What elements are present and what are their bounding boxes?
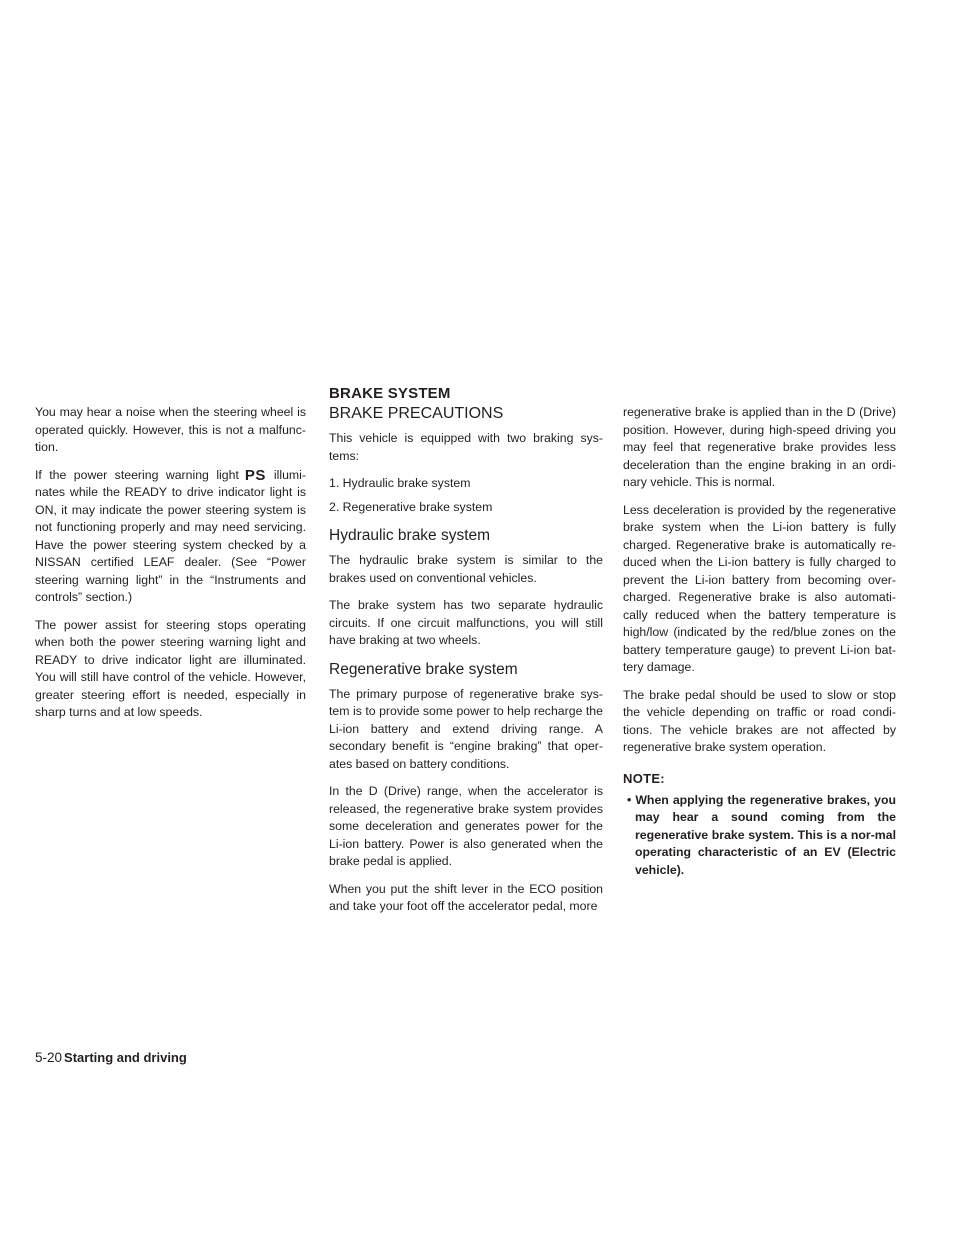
left-column [35,404,306,732]
note-item: • When applying the regenerative brakes, you may hear a sound coming from the regenerative brake system. This is a nor-mal operating characteristic of an EV (Electric vehicle). [627,792,896,877]
page-number: 5-20 [35,1050,63,1065]
paragraph-ps-warning [35,467,306,607]
ps-warning-text-before: If the power steering warning light [35,467,239,482]
power-steering-warning-icon: PS [244,466,266,484]
subtitle-regenerative-brake: Regenerative brake system [329,660,518,678]
paragraph-brake-pedal: The brake pedal should be used to slow or stop the vehicle depending on traffic or road condi-tions. The vehicle brakes are not affected by regenerative brake system operation. [623,687,896,754]
ps-warning-text-after: illumi-nates while the READY to drive indicator light is ON, it may indicate the power steering system is not functioning properly and may need servicing. Have the power steering system checked by a NISSAN certified LEAF dealer. (See “Power steering warning light” in the “Instruments and controls” section.) [35,467,306,604]
paragraph-regen-2: In the D (Drive) range, when the accelerator is released, the regenerative brake system provides some deceleration and generates power for the Li-ion battery. Power is also generated when the brake pedal is applied. [329,784,603,868]
paragraph-hydraulic-1: The hydraulic brake system is similar to the brakes used on conventional vehicles. [329,553,603,585]
paragraph-regen-continued: regenerative brake is applied than in the D (Drive) position. However, during high-speed driving you may feel that regenerative brake provides less deceleration than the engine braking in an ordi-nary vehicle. This is normal. [623,405,896,489]
paragraph-regen-1: The primary purpose of regenerative brake sys-tem is to provide some power to help recharge the Li-ion battery and extend driving range. A secondary benefit is “engine braking” that oper-ates based on battery conditions. [329,686,603,771]
paragraph-steering-noise: You may hear a noise when the steering wheel is operated quickly. However, this is not a malfunc-tion. [35,405,306,454]
list-item: 2. Regenerative brake system [329,499,493,514]
right-column [623,404,896,889]
brake-systems-list [329,475,603,516]
subtitle-brake-precautions: BRAKE PRECAUTIONS [329,405,504,422]
page-footer [35,1050,187,1066]
subtitle-hydraulic-brake: Hydraulic brake system [329,527,491,544]
paragraph-regen-3: When you put the shift lever in the ECO position and take your foot off the accelerator pedal, more [329,881,603,913]
chapter-title: Starting and driving [64,1050,187,1065]
list-item: 1. Hydraulic brake system [329,476,471,490]
paragraph-less-deceleration: Less deceleration is provided by the regenerative brake system when the Li-ion battery is fully charged. Regenerative brake is automatically re-duced when the Li-ion battery is fully charged to prevent the Li-ion battery from becoming over-charged. Regenerative brake is also automati-cally reduced when the battery temperature is high/low (indicated by the red/blue zones on the battery temperature gauge) to prevent Li-ion bat-tery damage. [623,502,896,674]
paragraph-brake-intro: This vehicle is equipped with two braking sys-tems: [329,431,603,463]
middle-column [329,385,603,926]
note-title: NOTE: [623,770,665,786]
paragraph-power-assist: The power assist for steering stops operating when both the power steering warning light and READY to drive indicator light are illuminated. You will still have control of the vehicle. However, greater steering effort is needed, especially in sharp turns and at low speeds. [35,617,306,719]
paragraph-hydraulic-2: The brake system has two separate hydraulic circuits. If one circuit malfunctions, you will still have braking at two wheels. [329,598,603,647]
section-title-brake-system: BRAKE SYSTEM [329,385,451,402]
